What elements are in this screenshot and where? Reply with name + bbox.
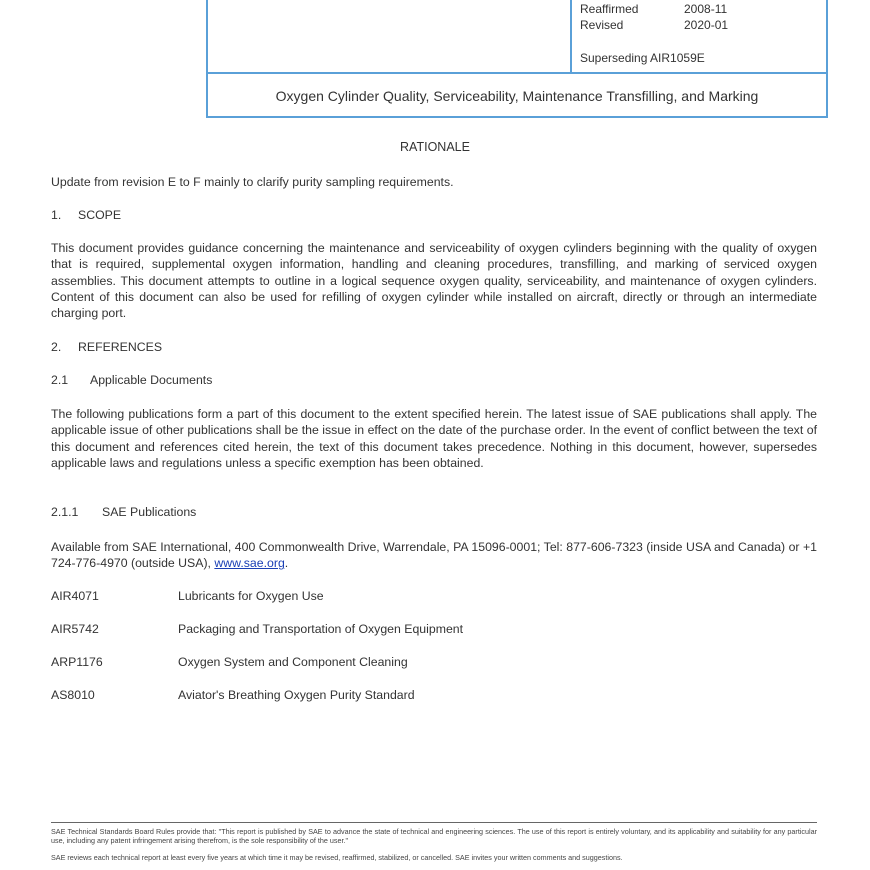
references-heading: REFERENCES <box>78 340 163 354</box>
reference-title: Packaging and Transportation of Oxygen Equipment <box>178 622 464 636</box>
rationale-text: Update from revision E to F mainly to clarify purity sampling requirements. <box>51 175 454 189</box>
document-title: Oxygen Cylinder Quality, Serviceability, Maintenance Transfilling, and Marking <box>275 88 759 104</box>
header-divider-vertical <box>570 0 572 72</box>
sae-availability-text: Available from SAE International, 400 Commonwealth Drive, Warrendale, PA 15096-0001; Tel: 877-606-7323 (inside USA and Canada) or +1 724-776-4970 (outside USA), <box>51 540 817 571</box>
rationale-heading: RATIONALE <box>400 140 470 154</box>
reference-title: Oxygen System and Component Cleaning <box>178 655 408 669</box>
footer-policy-text: SAE Technical Standards Board Rules provide that: "This report is published by SAE to advance the state of technical and engineering sciences. The use of this report is entirely voluntary, and its applicability and suitability for any particular use, including any patent infringement arising therefrom, is the sole responsibility of the user." <box>51 827 817 845</box>
revised-date: 2020-01 <box>684 18 729 32</box>
sae-link-suffix: . <box>284 556 289 571</box>
sae-publications-heading <box>51 505 196 519</box>
sae-website-link[interactable]: www.sae.org <box>214 556 285 571</box>
superseding-note: Superseding AIR1059E <box>580 51 705 65</box>
references-number: 2. <box>51 340 62 354</box>
reference-title: Aviator's Breathing Oxygen Purity Standard <box>178 688 415 702</box>
sae-heading: SAE Publications <box>102 505 197 519</box>
sae-availability-paragraph <box>51 539 817 572</box>
applicable-number: 2.1 <box>51 373 69 387</box>
header-divider-horizontal <box>206 72 828 74</box>
reference-title: Lubricants for Oxygen Use <box>178 589 324 603</box>
references-section-heading <box>51 340 162 354</box>
reaffirmed-label: Reaffirmed <box>580 2 639 16</box>
reference-code: AS8010 <box>51 688 95 702</box>
reaffirmed-date: 2008-11 <box>684 2 728 16</box>
scope-number: 1. <box>51 208 62 222</box>
applicable-documents-heading <box>51 373 212 387</box>
applicable-documents-paragraph: The following publications form a part of this document to the extent specified herein. The latest issue of SAE publications shall apply. The applicable issue of other publications shall be the issue in effect on the date of the purchase order. In the event of conflict between the text of this document and references cited herein, the text of this document takes precedence. Nothing in this document, however, supersedes applicable laws and regulations unless a specific exemption has been obtained. <box>51 407 817 470</box>
sae-number: 2.1.1 <box>51 505 79 519</box>
reference-code: AIR5742 <box>51 622 99 636</box>
reference-code: AIR4071 <box>51 589 99 603</box>
scope-section-heading <box>51 208 121 222</box>
applicable-heading: Applicable Documents <box>90 373 213 387</box>
reference-code: ARP1176 <box>51 655 103 669</box>
revised-label: Revised <box>580 18 624 32</box>
scope-heading: SCOPE <box>78 208 122 222</box>
footer-rule <box>51 822 817 823</box>
scope-paragraph: This document provides guidance concerning the maintenance and serviceability of oxygen cylinders beginning with the quality of oxygen that is required, supplemental oxygen information, handling and cleaning procedures, transfilling, and marking of serviced oxygen assemblies. This document attempts to outline in a logical sequence oxygen quality, serviceability, and maintenance of oxygen cylinders. Content of this document can also be used for refilling of oxygen cylinder while installed on aircraft, directly or through an intermediate charging port. <box>51 241 817 321</box>
footer-review-text: SAE reviews each technical report at least every five years at which time it may be revised, reaffirmed, stabilized, or cancelled. SAE invites your written comments and suggestions. <box>51 853 623 862</box>
